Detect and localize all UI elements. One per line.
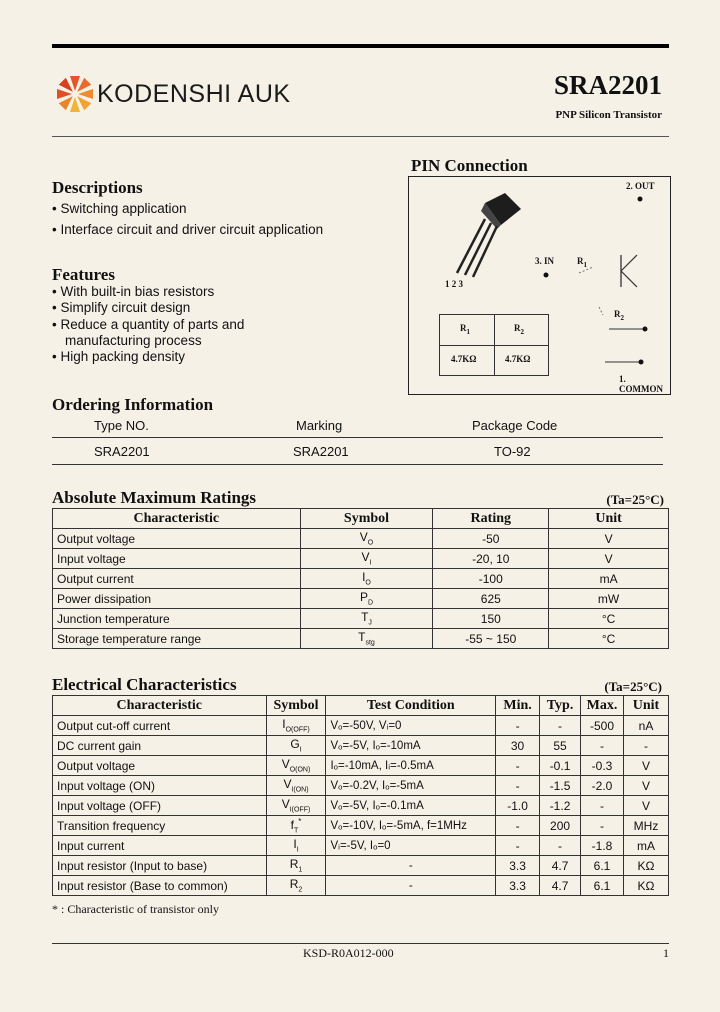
- characteristic-cell: Output voltage: [53, 529, 301, 549]
- unit-cell: V: [549, 529, 669, 549]
- feature-item: • With built-in bias resistors: [52, 284, 215, 299]
- symbol-subscript: O(OFF): [285, 726, 310, 734]
- symbol-cell: [266, 876, 326, 896]
- pin-out-label: 2. OUT: [626, 181, 655, 191]
- test-condition-cell: -: [326, 876, 496, 896]
- abs-max-col-characteristic: Characteristic: [53, 509, 301, 529]
- max-cell: -: [581, 796, 624, 816]
- test-condition-cell: Vₒ=-0.2V, Iₒ=-5mA: [326, 776, 496, 796]
- symbol-letter: R: [289, 877, 299, 892]
- typ-cell: 200: [540, 816, 581, 836]
- symbol-subscript: 1: [298, 866, 303, 874]
- typ-cell: 4.7: [540, 876, 581, 896]
- pin-numbers: 1 2 3: [445, 279, 463, 289]
- characteristic-cell: Output current: [53, 569, 301, 589]
- ordering-divider: [52, 437, 663, 438]
- symbol-subscript: J: [368, 619, 372, 627]
- to92-package-icon: [435, 189, 525, 281]
- elec-col-min: Min.: [496, 696, 540, 716]
- symbol-cell: [266, 756, 326, 776]
- symbol-letter: V: [283, 777, 292, 792]
- feature-item: manufacturing process: [65, 333, 202, 348]
- characteristic-cell: Power dissipation: [53, 589, 301, 609]
- symbol-cell: [266, 776, 326, 796]
- symbol-letter: I: [282, 717, 286, 732]
- ordering-header-package: Package Code: [472, 418, 558, 433]
- characteristic-cell: Output cut-off current: [53, 716, 267, 736]
- description-item: • Switching application: [52, 201, 187, 216]
- max-cell: 6.1: [581, 876, 624, 896]
- min-cell: 30: [496, 736, 540, 756]
- characteristic-cell: Transition frequency: [53, 816, 267, 836]
- unit-cell: mA: [624, 836, 669, 856]
- feature-item: • Simplify circuit design: [52, 300, 191, 315]
- rating-cell: -20, 10: [433, 549, 549, 569]
- max-cell: -2.0: [581, 776, 624, 796]
- part-subtitle: PNP Silicon Transistor: [555, 109, 662, 121]
- elec-title: Electrical Characteristics: [52, 675, 237, 694]
- pin-in-label: 3. IN: [535, 256, 555, 266]
- symbol-cell: [266, 736, 326, 756]
- max-cell: -500: [581, 716, 624, 736]
- rating-cell: -100: [433, 569, 549, 589]
- symbol-cell: [266, 796, 326, 816]
- symbol-cell: [300, 629, 433, 649]
- unit-cell: V: [624, 756, 669, 776]
- table-row: [53, 569, 669, 589]
- table-row: [53, 529, 669, 549]
- rating-cell: -50: [433, 529, 549, 549]
- symbol-letter: V: [359, 530, 368, 545]
- rating-cell: -55 ~ 150: [433, 629, 549, 649]
- max-cell: -1.8: [581, 836, 624, 856]
- unit-cell: nA: [624, 716, 669, 736]
- characteristic-cell: Input voltage: [53, 549, 301, 569]
- symbol-subscript: stg: [365, 639, 375, 647]
- symbol-letter: T: [358, 630, 366, 645]
- characteristic-cell: Input current: [53, 836, 267, 856]
- pin-connection-title: PIN Connection: [411, 156, 528, 175]
- unit-cell: °C: [549, 629, 669, 649]
- test-condition-cell: -: [326, 856, 496, 876]
- table-row: [53, 629, 669, 649]
- symbol-subscript: I(OFF): [289, 806, 311, 814]
- symbol-letter: f: [290, 817, 294, 832]
- symbol-letter: R: [289, 857, 299, 872]
- symbol-subscript: D: [367, 599, 374, 607]
- footer-page-number: 1: [663, 946, 669, 960]
- test-condition-cell: Iₒ=-10mA, Iᵢ=-0.5mA: [326, 756, 496, 776]
- test-condition-cell: Vₒ=-5V, Iₒ=-10mA: [326, 736, 496, 756]
- resistor-table-r2-header: $R_2$: [514, 323, 524, 336]
- min-cell: -: [496, 776, 540, 796]
- elec-col-max: Max.: [581, 696, 624, 716]
- abs-max-header-row: [53, 509, 669, 529]
- kodenshi-logo-icon: [55, 74, 95, 114]
- pin-common-label: 1. COMMON: [619, 374, 663, 394]
- footer-doc-number: KSD-R0A012-000: [303, 946, 394, 960]
- table-row: [53, 776, 669, 796]
- table-row: [53, 876, 669, 896]
- min-cell: 3.3: [496, 856, 540, 876]
- symbol-subscript: O: [365, 579, 371, 587]
- unit-cell: mA: [549, 569, 669, 589]
- min-cell: 3.3: [496, 876, 540, 896]
- symbol-cell: [266, 816, 326, 836]
- elec-footnote: * : Characteristic of transistor only: [52, 902, 219, 916]
- max-cell: 6.1: [581, 856, 624, 876]
- elec-col-symbol: Symbol: [266, 696, 326, 716]
- table-row: [53, 856, 669, 876]
- abs-max-table: [52, 508, 669, 649]
- abs-max-col-unit: Unit: [549, 509, 669, 529]
- test-condition-cell: Vₒ=-5V, Iₒ=-0.1mA: [326, 796, 496, 816]
- min-cell: -: [496, 836, 540, 856]
- ordering-header-type: Type NO.: [94, 418, 149, 433]
- min-cell: -: [496, 756, 540, 776]
- characteristic-cell: Junction temperature: [53, 609, 301, 629]
- symbol-subscript: I: [296, 846, 299, 854]
- symbol-letter: V: [361, 550, 370, 565]
- symbol-subscript: O(ON): [289, 766, 311, 774]
- symbol-cell: [266, 716, 326, 736]
- part-number: SRA2201: [553, 70, 662, 100]
- feature-item: • High packing density: [52, 349, 186, 364]
- resistor-value-table: [439, 314, 549, 376]
- symbol-letter: V: [281, 757, 290, 772]
- unit-cell: KΩ: [624, 856, 669, 876]
- elec-col-test-condition: Test Condition: [326, 696, 496, 716]
- unit-cell: V: [549, 549, 669, 569]
- symbol-letter: G: [290, 737, 300, 752]
- symbol-subscript: I: [369, 559, 372, 567]
- symbol-cell: [300, 569, 433, 589]
- ordering-type: SRA2201: [94, 444, 150, 459]
- test-condition-cell: Vₒ=-50V, Vᵢ=0: [326, 716, 496, 736]
- ordering-marking: SRA2201: [293, 444, 349, 459]
- table-row: [53, 589, 669, 609]
- symbol-cell: [300, 609, 433, 629]
- top-rule: [52, 44, 669, 48]
- abs-max-title: Absolute Maximum Ratings: [52, 488, 257, 507]
- typ-cell: 4.7: [540, 856, 581, 876]
- symbol-letter: V: [281, 797, 290, 812]
- symbol-cell: [300, 549, 433, 569]
- header-rule: [52, 136, 669, 137]
- elec-col-typ: Typ.: [540, 696, 581, 716]
- symbol-cell: [266, 836, 326, 856]
- typ-cell: -0.1: [540, 756, 581, 776]
- symbol-subscript: I(ON): [291, 786, 309, 794]
- characteristic-cell: Input resistor (Base to common): [53, 876, 267, 896]
- characteristic-cell: Input voltage (OFF): [53, 796, 267, 816]
- schematic-diagram: [529, 177, 669, 392]
- symbol-letter: P: [359, 590, 368, 605]
- resistor-table-r1-value: 4.7KΩ: [451, 354, 477, 364]
- table-row: [53, 796, 669, 816]
- symbol-letter: I: [362, 570, 366, 585]
- descriptions-title: Descriptions: [52, 178, 143, 197]
- max-cell: -0.3: [581, 756, 624, 776]
- symbol-subscript: I: [299, 746, 302, 754]
- max-cell: -: [581, 816, 624, 836]
- table-row: [53, 836, 669, 856]
- abs-max-col-symbol: Symbol: [300, 509, 433, 529]
- table-row: [53, 716, 669, 736]
- unit-cell: V: [624, 796, 669, 816]
- typ-cell: -1.5: [540, 776, 581, 796]
- ordering-title: Ordering Information: [52, 395, 214, 414]
- table-row: [53, 816, 669, 836]
- symbol-cell: [266, 856, 326, 876]
- unit-cell: V: [624, 776, 669, 796]
- ordering-divider: [52, 464, 663, 465]
- characteristic-cell: Storage temperature range: [53, 629, 301, 649]
- min-cell: -1.0: [496, 796, 540, 816]
- characteristic-cell: Input voltage (ON): [53, 776, 267, 796]
- resistor-table-r1-header: $R_1$: [460, 323, 470, 336]
- r1-label: $R_1$: [577, 256, 587, 269]
- elec-col-characteristic: Characteristic: [53, 696, 267, 716]
- elec-table: [52, 695, 669, 896]
- symbol-cell: [300, 589, 433, 609]
- ordering-package: TO-92: [494, 444, 531, 459]
- test-condition-cell: Vₒ=-10V, Iₒ=-5mA, f=1MHz: [326, 816, 496, 836]
- table-row: [53, 736, 669, 756]
- abs-max-col-rating: Rating: [433, 509, 549, 529]
- ordering-header-marking: Marking: [296, 418, 343, 433]
- symbol-subscript: O: [367, 539, 374, 547]
- typ-cell: -1.2: [540, 796, 581, 816]
- characteristic-cell: Input resistor (Input to base): [53, 856, 267, 876]
- characteristic-cell: Output voltage: [53, 756, 267, 776]
- brand-name: KODENSHI AUK: [97, 80, 291, 108]
- description-item: • Interface circuit and driver circuit application: [52, 222, 324, 237]
- test-condition-cell: Vᵢ=-5V, Iₒ=0: [326, 836, 496, 856]
- symbol-subscript: 2: [298, 886, 303, 894]
- features-title: Features: [52, 265, 115, 284]
- typ-cell: -: [540, 716, 581, 736]
- resistor-table-r2-value: 4.7KΩ: [505, 354, 531, 364]
- elec-col-unit: Unit: [624, 696, 669, 716]
- unit-cell: °C: [549, 609, 669, 629]
- feature-item: • Reduce a quantity of parts and: [52, 317, 245, 332]
- symbol-footnote-mark: *: [298, 816, 302, 826]
- unit-cell: -: [624, 736, 669, 756]
- unit-cell: MHz: [624, 816, 669, 836]
- table-row: [53, 756, 669, 776]
- footer-rule: [52, 943, 669, 944]
- pin-connection-box: [408, 176, 671, 395]
- unit-cell: mW: [549, 589, 669, 609]
- unit-cell: KΩ: [624, 876, 669, 896]
- symbol-cell: [300, 529, 433, 549]
- typ-cell: -: [540, 836, 581, 856]
- abs-max-ta: (Ta=25°C): [606, 492, 664, 507]
- min-cell: -: [496, 716, 540, 736]
- symbol-letter: T: [361, 610, 369, 625]
- table-row: [53, 609, 669, 629]
- elec-ta: (Ta=25°C): [604, 679, 662, 694]
- symbol-letter: I: [293, 837, 297, 852]
- elec-header-row: [53, 696, 669, 716]
- table-row: [53, 549, 669, 569]
- rating-cell: 625: [433, 589, 549, 609]
- symbol-subscript: T: [293, 827, 299, 835]
- min-cell: -: [496, 816, 540, 836]
- typ-cell: 55: [540, 736, 581, 756]
- characteristic-cell: DC current gain: [53, 736, 267, 756]
- rating-cell: 150: [433, 609, 549, 629]
- r2-label: $R_2$: [614, 309, 624, 322]
- max-cell: -: [581, 736, 624, 756]
